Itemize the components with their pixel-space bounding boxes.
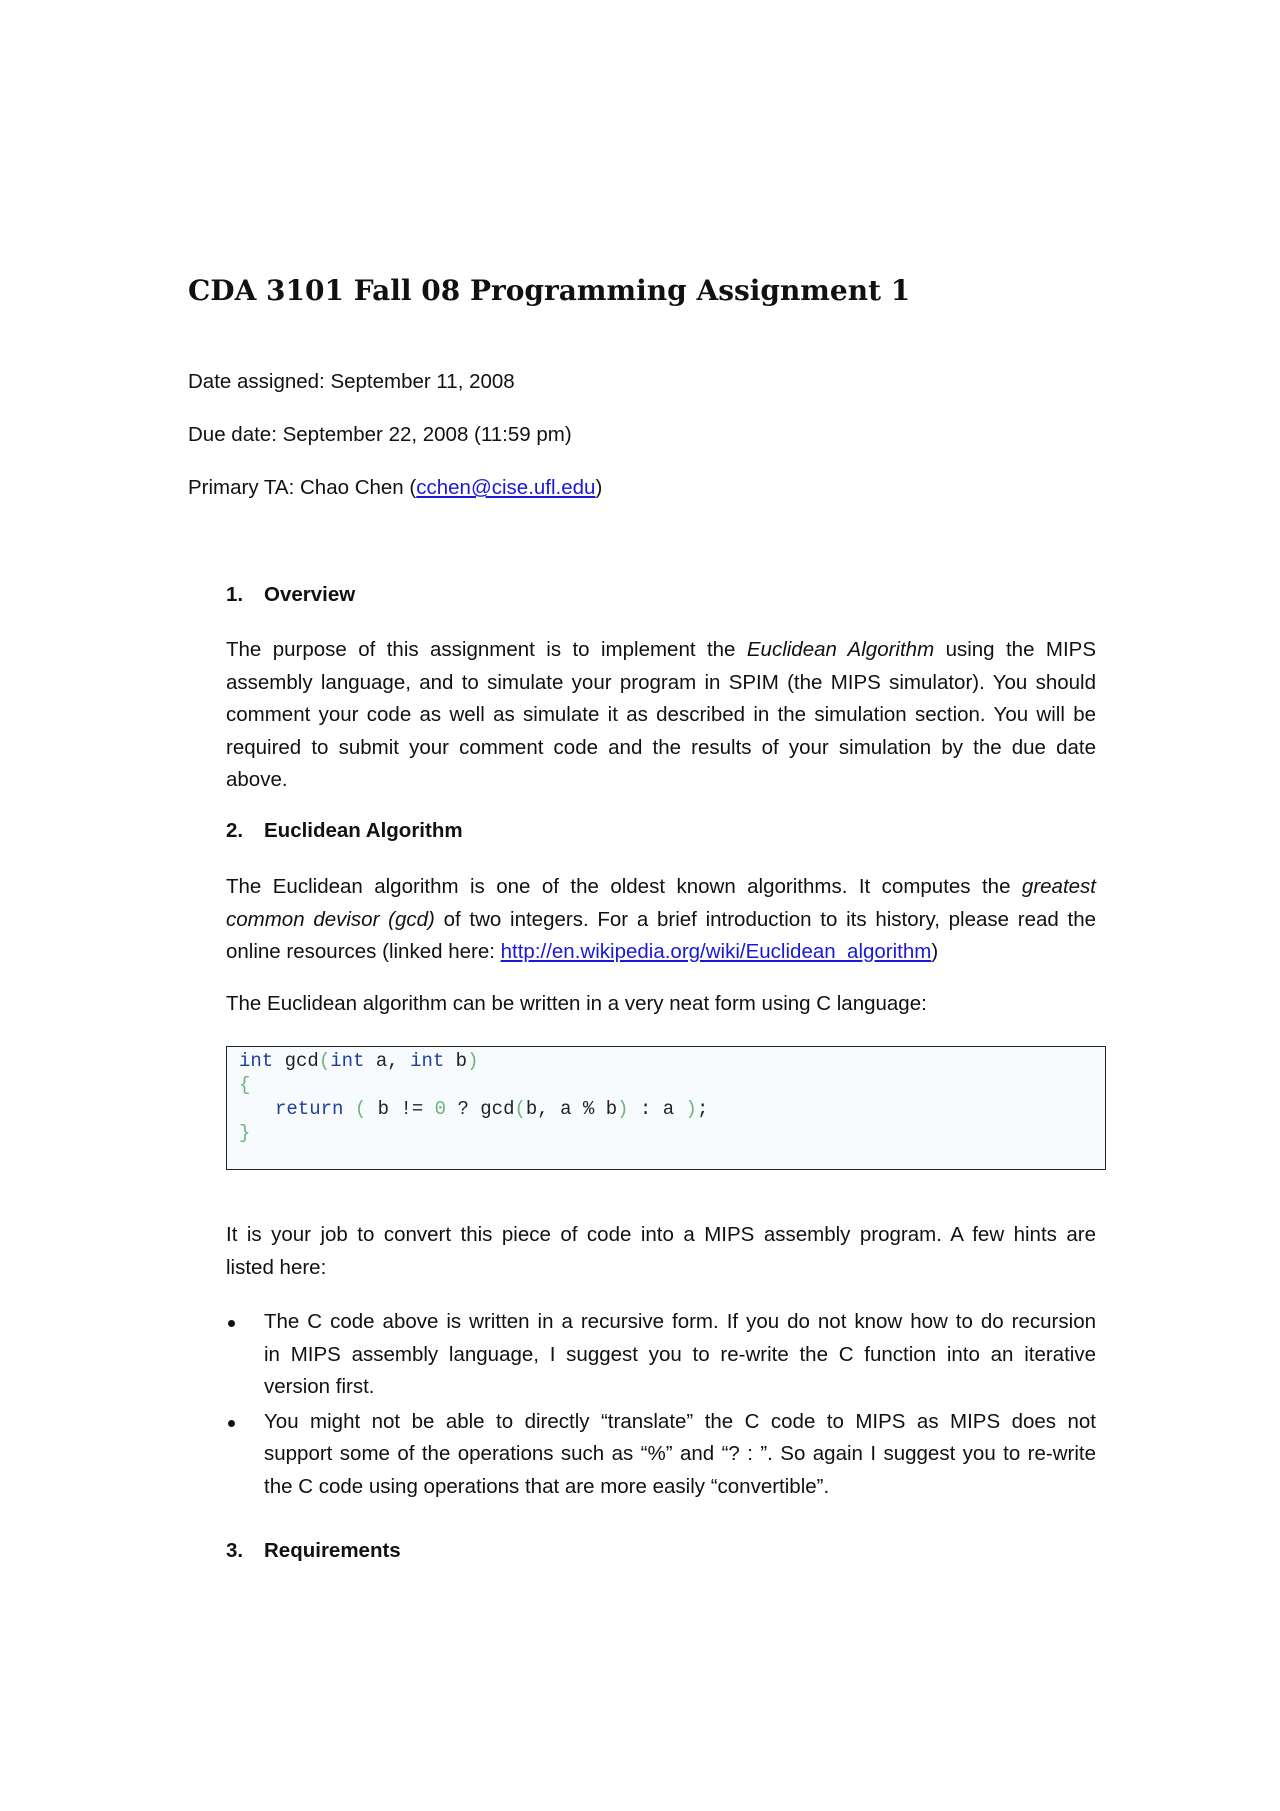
section-title: Euclidean Algorithm <box>264 819 463 842</box>
list-line: the C code using operations that are more easily “convertible”. <box>264 1474 830 1498</box>
code-keyword: return <box>275 1098 344 1120</box>
section-number: 1. <box>226 583 244 606</box>
section-number: 2. <box>226 819 244 842</box>
code-punct: ) <box>467 1050 479 1072</box>
list-item-text <box>264 1306 1096 1404</box>
due-date: Due date: September 22, 2008 (11:59 pm) <box>188 423 572 446</box>
text-run: The Euclidean algorithm is one of the oldest known algorithms. It computes the <box>226 875 1022 898</box>
list-line: The C code above is written in a recursive form. If you do not know how to do recursion <box>264 1310 1096 1333</box>
list-line: version first. <box>264 1375 375 1398</box>
code-keyword: int <box>239 1050 274 1072</box>
emphasis-text: common devisor (gcd) <box>226 907 435 931</box>
code-identifier: ? gcd <box>446 1098 515 1120</box>
list-item <box>226 1306 1096 1404</box>
paragraph-line <box>226 634 1096 667</box>
euclid-paragraph-1 <box>226 871 1096 969</box>
page-title: CDA 3101 Fall 08 Programming Assignment 1 <box>188 274 911 307</box>
code-identifier: gcd <box>273 1050 319 1072</box>
emphasis-text: greatest <box>1021 875 1096 898</box>
hints-list <box>226 1306 1096 1503</box>
code-identifier: : a <box>628 1098 686 1120</box>
code-line-4 <box>239 1121 250 1145</box>
section-title: Overview <box>264 583 356 606</box>
code-keyword: int <box>410 1050 445 1072</box>
code-number: 0 <box>434 1098 447 1120</box>
code-punct: ( <box>318 1050 331 1072</box>
text-run: of two integers. For a brief introduction to its history, please read the <box>434 907 1096 931</box>
paragraph-line: above. <box>226 768 288 791</box>
list-item <box>226 1406 1096 1504</box>
list-item-text <box>264 1406 1096 1504</box>
section-title: Requirements <box>264 1539 401 1562</box>
code-punct: ) <box>617 1098 629 1120</box>
text-run: using the MIPS <box>934 638 1097 661</box>
code-identifier: b != <box>377 1098 435 1120</box>
code-identifier: b <box>444 1050 468 1072</box>
code-punct: ; <box>696 1098 709 1120</box>
emphasis-text: Euclidean Algorithm <box>746 638 935 661</box>
paragraph-line: It is your job to convert this piece of code into a MIPS assembly program. A few hints are <box>226 1223 1096 1246</box>
code-punct: ( <box>343 1098 378 1120</box>
date-assigned: Date assigned: September 11, 2008 <box>188 370 515 393</box>
code-punct: { <box>239 1074 251 1096</box>
paragraph-line: assembly language, and to simulate your program in SPIM (the MIPS simulator). You should <box>226 670 1096 694</box>
code-identifier: b, a % b <box>525 1098 618 1120</box>
paragraph-line: comment your code as well as simulate it as described in the simulation section. You will be <box>226 703 1096 726</box>
primary-ta-prefix: Primary TA: Chao Chen ( <box>188 476 417 499</box>
code-punct: ( <box>514 1098 526 1120</box>
bullet-icon <box>228 1320 235 1327</box>
ta-email-link[interactable]: cchen@cise.ufl.edu <box>416 476 596 499</box>
wikipedia-link[interactable]: http://en.wikipedia.org/wiki/Euclidean_algorithm <box>500 940 932 963</box>
euclid-paragraph-3 <box>226 1219 1096 1284</box>
list-line: in MIPS assembly language, I suggest you to re-write the C function into an iterative <box>264 1342 1096 1366</box>
code-block <box>226 1046 1106 1170</box>
code-line-3 <box>275 1097 708 1121</box>
paragraph-line: required to submit your comment code and the results of your simulation by the due date <box>226 735 1096 759</box>
code-punct: ) <box>685 1098 697 1120</box>
bullet-icon <box>228 1420 235 1427</box>
primary-ta <box>188 476 602 500</box>
code-line-2 <box>239 1073 250 1097</box>
primary-ta-suffix: ) <box>595 476 603 499</box>
code-keyword: int <box>330 1050 365 1072</box>
list-line: You might not be able to directly “translate” the C code to MIPS as MIPS does not <box>264 1409 1096 1433</box>
text-run: The purpose of this assignment is to implement the <box>226 638 747 661</box>
paragraph-line <box>226 936 1096 969</box>
section-heading-euclidean <box>226 819 463 843</box>
list-line: support some of the operations such as “%” and “? : ”. So again I suggest you to re-write <box>264 1442 1096 1465</box>
paragraph-line <box>226 871 1096 904</box>
euclid-paragraph-2 <box>226 988 1096 1021</box>
code-identifier: a, <box>364 1050 411 1072</box>
overview-paragraph <box>226 634 1096 797</box>
section-number: 3. <box>226 1539 244 1562</box>
text-run: online resources (linked here: <box>226 940 501 963</box>
code-punct: } <box>239 1122 251 1144</box>
paragraph-line: listed here: <box>226 1255 327 1279</box>
section-heading-overview <box>226 583 355 607</box>
code-line-1 <box>239 1049 479 1073</box>
paragraph-line <box>226 904 1096 937</box>
section-heading-requirements <box>226 1539 401 1563</box>
paragraph-line: The Euclidean algorithm can be written in a very neat form using C language: <box>226 992 927 1015</box>
text-run: ) <box>931 940 939 963</box>
